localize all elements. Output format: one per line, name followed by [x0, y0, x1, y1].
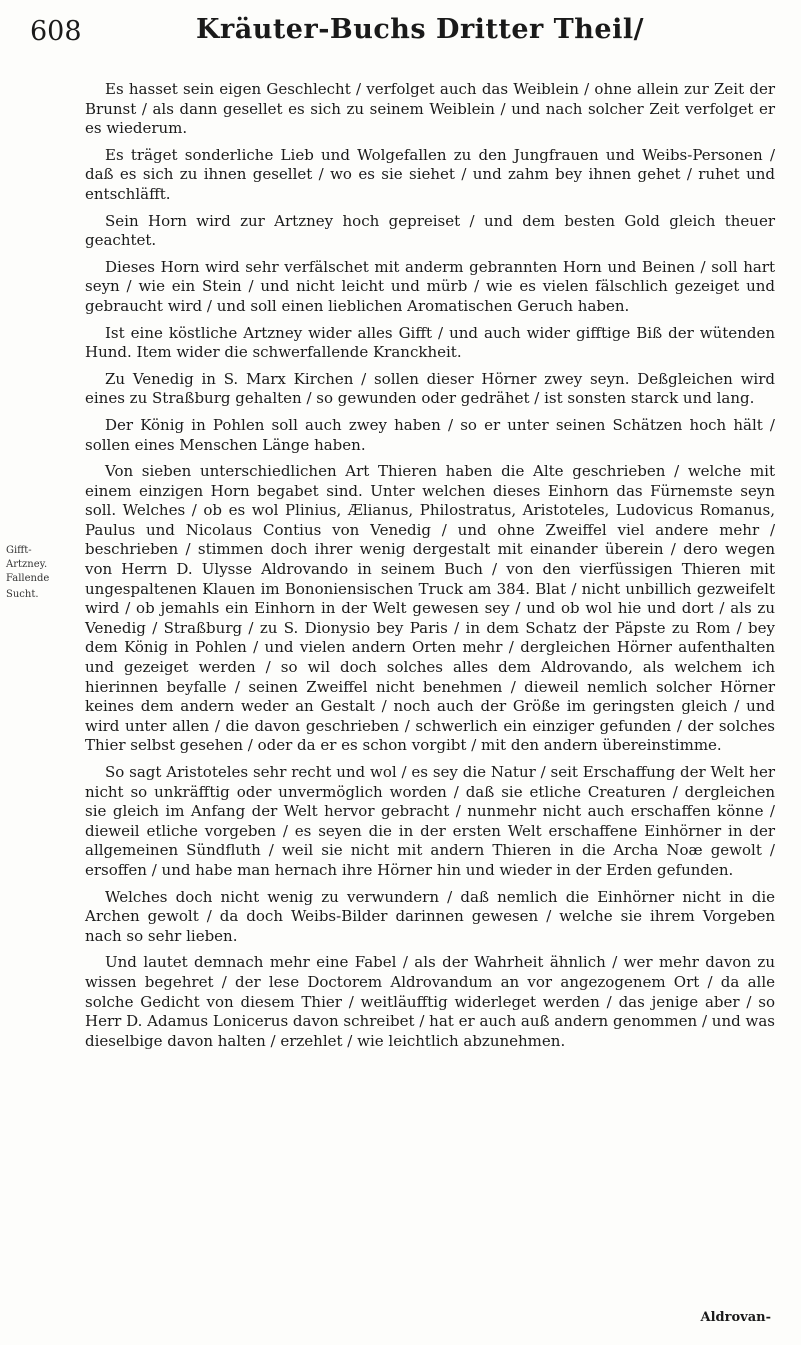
- paragraph: Von sieben unterschiedlichen Art Thieren haben die Alte geschrieben / welche mit einem einzigen Horn begabet sind. Unter welchen dieses Einhorn das Fürnemste seyn soll. Welches / ob es wol Plinius, Ælianus, Philostratus, Aristoteles, Ludovicus Romanus, Paulus und Nicolaus Contius von Venedig / und ohne Zweiffel viel andere mehr / beschrieben / stimmen doch ihrer wenig dergestalt mit einander überein / dero wegen von Herrn D. Ulysse Aldrovando in seinem Buch / von den vierfüssigen Thieren mit ungespaltenen Klauen im Bononiensischen Truck am 384. Blat / nicht unbillich gezweifelt wird / ob jemahls ein Einhorn in der Welt gewesen sey / und ob wol hie und dort / als zu Venedig / Straßburg / zu S. Dionysio bey Paris / in dem Schatz der Päpste zu Rom / bey dem König in Pohlen / und vielen andern Orten mehr / dergleichen Hörner aufenthalten und gezeiget werden / so wil doch solches alles dem Aldrovando, als welchem ich hierinnen beyfalle / seinen Zweiffel nicht benehmen / dieweil nemlich solcher Hörner keines dem andern weder an Gestalt / noch auch der Größe im geringsten gleich / und wird unter allen / die davon geschrieben / schwerlich ein einziger gefunden / der solches Thier selbst gesehen / oder da er es schon vorgibt / mit den andern übereinstimme.: [85, 462, 775, 755]
- margin-note: Gifft-: [6, 545, 32, 556]
- paragraph: Dieses Horn wird sehr verfälschet mit anderm gebrannten Horn und Beinen / soll hart seyn / wie ein Stein / und nicht leicht und mürb / wie es vielen fälschlich gezeiget und gebraucht wird / und soll einen lieblichen Aromatischen Geruch haben.: [85, 257, 775, 315]
- page-number: 608: [30, 16, 82, 47]
- paragraph: Der König in Pohlen soll auch zwey haben / so er unter seinen Schätzen hoch hält / sollen eines Menschen Länge haben.: [85, 415, 775, 454]
- body-text: [85, 80, 775, 1058]
- margin-note: Artzney.: [6, 559, 48, 570]
- paragraph: Sein Horn wird zur Artzney hoch gepreiset / und dem besten Gold gleich theuer geachtet.: [85, 211, 775, 250]
- paragraph: Welches doch nicht wenig zu verwundern / daß nemlich die Einhörner nicht in die Archen gewolt / da doch Weibs-Bilder darinnen gewesen / welche sie ihrem Vorgeben nach so sehr lieben.: [85, 887, 775, 945]
- running-head: Kräuter-Buchs Dritter Theil/: [196, 14, 644, 45]
- margin-note: Fallende: [6, 573, 50, 584]
- catchword: Aldrovan-: [700, 1310, 771, 1325]
- paragraph: Es hasset sein eigen Geschlecht / verfolget auch das Weiblein / ohne allein zur Zeit der Brunst / als dann gesellet es sich zu seinem Weiblein / und nach solcher Zeit verfolget er es wiederum.: [85, 80, 775, 138]
- paragraph: Es träget sonderliche Lieb und Wolgefallen zu den Jungfrauen und Weibs-Personen / daß es sich zu ihnen gesellet / wo es sie siehet / und zahm bey ihnen gehet / ruhet und entschläfft.: [85, 145, 775, 203]
- paragraph: So sagt Aristoteles sehr recht und wol / es sey die Natur / seit Erschaffung der Welt her nicht so unkräfftig oder unvermöglich worden / daß sie etliche Creaturen / dergleichen sie gleich im Anfang der Welt hervor gebracht / nunmehr nicht auch erschaffen könne / dieweil etliche vorgeben / es seyen die in der ersten Welt erschaffene Einhörner in der allgemeinen Sündfluth / weil sie nicht mit andern Thieren in die Archa Noæ gewolt / ersoffen / und habe man hernach ihre Hörner hin und wieder in der Erden gefunden.: [85, 763, 775, 879]
- page-header: [30, 12, 770, 52]
- paragraph: Und lautet demnach mehr eine Fabel / als der Wahrheit ähnlich / wer mehr davon zu wissen begehret / der lese Doctorem Aldrovandum an vor angezogenem Ort / da alle solche Gedicht von diesem Thier / weitläufftig widerleget werden / das jenige aber / so Herr D. Adamus Lonicerus davon schreibet / hat er auch auß andern genommen / und was dieselbige davon halten / erzehlet / wie leichtlich abzunehmen.: [85, 953, 775, 1050]
- paragraph: Zu Venedig in S. Marx Kirchen / sollen dieser Hörner zwey seyn. Deßgleichen wird eines zu Straßburg gehalten / so gewunden oder gedrähet / ist sonsten starck und lang.: [85, 369, 775, 408]
- margin-note: Sucht.: [6, 589, 39, 600]
- paragraph: Ist eine köstliche Artzney wider alles Gifft / und auch wider gifftige Biß der wütenden Hund. Item wider die schwerfallende Kranckheit.: [85, 323, 775, 362]
